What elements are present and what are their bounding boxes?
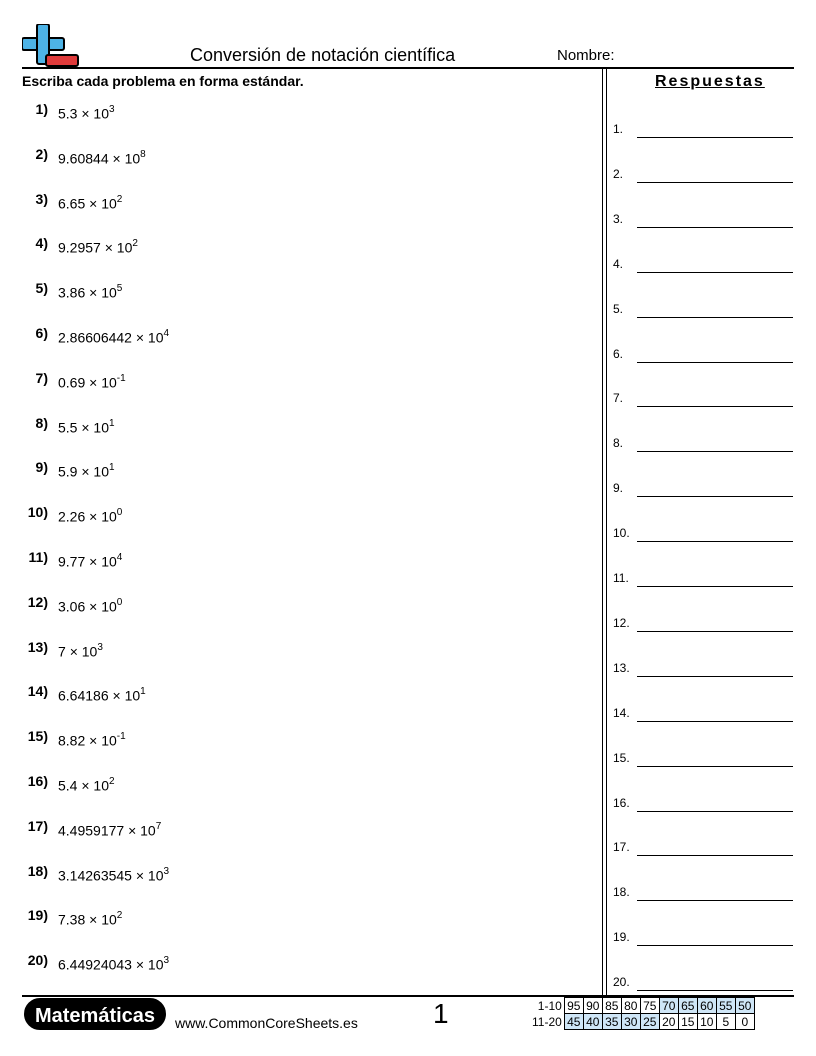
answer-item (613, 165, 793, 185)
coefficient: 3.06 (58, 598, 86, 615)
coefficient: 9.77 (58, 553, 86, 570)
exponent: 3 (97, 641, 103, 653)
answer-number: 2. (613, 166, 624, 181)
coefficient: 5.9 (58, 464, 78, 481)
coefficient: 3.86 (58, 284, 86, 301)
problem-number: 6) (35, 325, 48, 341)
coefficient: 5.3 (58, 105, 78, 122)
answer-blank[interactable] (637, 182, 793, 183)
exponent: -1 (116, 731, 126, 743)
times-ten: × 10 (128, 822, 156, 839)
exponent: 0 (116, 596, 123, 608)
answer-blank[interactable] (637, 496, 793, 497)
times-ten: × 10 (81, 464, 109, 481)
problem-number: 17) (27, 817, 48, 834)
answer-item (613, 614, 793, 634)
score-cell: 70 (659, 998, 678, 1014)
problem-expression (58, 150, 146, 167)
answer-number: 9. (613, 481, 624, 496)
score-cell: 90 (583, 998, 602, 1014)
times-ten: × 10 (135, 329, 164, 346)
problem-expression (58, 777, 115, 794)
score-cell: 60 (697, 998, 716, 1014)
score-row (530, 998, 754, 1014)
score-cell: 35 (602, 1014, 621, 1030)
times-ten: × 10 (135, 956, 164, 973)
score-cell: 5 (716, 1014, 735, 1030)
answer-number: 16. (613, 795, 630, 810)
times-ten: × 10 (89, 195, 117, 212)
answer-item (613, 120, 793, 140)
problem-number: 10) (27, 504, 48, 521)
problem-expression (58, 329, 169, 346)
score-cell: 30 (621, 1014, 640, 1030)
score-cell: 0 (735, 1014, 754, 1030)
coefficient: 6.44924043 (58, 956, 132, 973)
exponent: 3 (109, 104, 115, 115)
coefficient: 8.82 (58, 732, 86, 749)
times-ten: × 10 (89, 912, 117, 929)
exponent: 3 (163, 955, 170, 967)
problem-number: 7) (35, 369, 48, 386)
problem-expression (58, 105, 115, 122)
page-number: 1 (433, 998, 449, 1029)
worksheet-title: Conversión de notación científica (190, 45, 456, 65)
exponent: 2 (116, 910, 123, 922)
answer-blank[interactable] (637, 137, 793, 138)
problem-expression (58, 239, 138, 256)
answer-item (613, 434, 793, 454)
exponent: 7 (155, 820, 162, 832)
header-rule (22, 67, 794, 69)
problem-number: 16) (27, 773, 48, 789)
exponent: 1 (140, 686, 146, 698)
problem-number: 20) (27, 952, 48, 969)
site-url: www.CommonCoreSheets.es (175, 1015, 358, 1031)
problem-expression (58, 822, 161, 839)
score-cell: 50 (735, 998, 754, 1014)
score-cell: 15 (678, 1014, 697, 1030)
problem-expression (58, 463, 115, 480)
problem-expression (58, 867, 169, 884)
answer-item (613, 659, 793, 679)
answer-blank[interactable] (637, 631, 793, 632)
times-ten: × 10 (89, 598, 117, 615)
coefficient: 7.38 (58, 912, 86, 929)
exponent: 1 (109, 462, 115, 474)
coefficient: 4.4959177 (58, 822, 125, 839)
score-cell: 10 (697, 1014, 716, 1030)
problem-number: 9) (35, 459, 48, 476)
answer-number: 5. (613, 301, 624, 316)
answer-number: 1. (613, 122, 624, 136)
times-ten: × 10 (112, 688, 141, 705)
problem-number: 13) (27, 638, 48, 655)
exponent: 2 (116, 193, 123, 205)
score-row (530, 1014, 754, 1030)
score-cell: 95 (564, 998, 583, 1014)
exponent: 2 (109, 776, 115, 787)
answer-item (613, 704, 793, 724)
exponent: -1 (116, 372, 126, 384)
answer-item (613, 389, 793, 409)
answer-item (613, 749, 793, 769)
times-ten: × 10 (104, 240, 133, 257)
problem-number: 4) (35, 235, 48, 252)
answer-blank[interactable] (637, 721, 793, 722)
answer-item (613, 210, 793, 230)
problem-expression (58, 598, 122, 615)
times-ten: × 10 (69, 643, 98, 660)
coefficient: 2.26 (58, 508, 86, 525)
answer-item (613, 973, 793, 993)
answer-blank[interactable] (637, 272, 793, 273)
answer-blank[interactable] (637, 766, 793, 767)
exponent: 1 (109, 417, 115, 429)
problem-expression (58, 732, 126, 749)
answer-blank[interactable] (637, 541, 793, 542)
coefficient: 9.2957 (58, 240, 101, 257)
times-ten: × 10 (89, 553, 117, 570)
answer-number: 8. (613, 436, 624, 451)
answer-blank[interactable] (637, 317, 793, 318)
problem-expression (58, 956, 169, 973)
answer-item (613, 479, 793, 499)
answer-item (613, 300, 793, 320)
exponent: 4 (116, 552, 123, 563)
answer-blank[interactable] (637, 990, 793, 991)
coefficient: 2.86606442 (58, 329, 132, 346)
answer-number: 4. (613, 256, 624, 271)
exponent: 3 (163, 865, 170, 877)
score-cell: 25 (640, 1014, 659, 1030)
answer-number: 14. (613, 705, 630, 720)
times-ten: × 10 (89, 732, 117, 749)
column-divider (602, 69, 607, 995)
problem-number: 18) (27, 862, 48, 879)
times-ten: × 10 (112, 150, 141, 167)
answer-item (613, 524, 793, 544)
math-logo-icon (22, 24, 80, 68)
answer-blank[interactable] (637, 945, 793, 946)
score-cell: 40 (583, 1014, 602, 1030)
score-cell: 75 (640, 998, 659, 1014)
problem-expression (58, 419, 115, 436)
answer-item (613, 345, 793, 365)
problem-expression (58, 374, 126, 391)
times-ten: × 10 (81, 105, 109, 122)
answer-blank[interactable] (637, 900, 793, 901)
answer-number: 17. (613, 840, 630, 855)
problem-number: 11) (28, 549, 48, 565)
answer-blank[interactable] (637, 227, 793, 228)
score-range-label: 1-10 (537, 998, 562, 1013)
answer-item (613, 838, 793, 858)
answers-title: Respuestas (655, 73, 765, 90)
times-ten: × 10 (135, 867, 164, 884)
score-cell: 45 (564, 1014, 583, 1030)
times-ten: × 10 (89, 374, 117, 391)
problem-expression (58, 687, 146, 704)
answer-number: 12. (613, 615, 630, 630)
score-cell: 85 (602, 998, 621, 1014)
problem-expression (58, 643, 103, 660)
problem-number: 5) (35, 280, 48, 297)
answer-blank[interactable] (637, 855, 793, 856)
answer-item (613, 255, 793, 275)
answer-blank[interactable] (637, 586, 793, 587)
coefficient: 6.65 (58, 195, 86, 212)
times-ten: × 10 (81, 777, 109, 794)
answer-item (613, 883, 793, 903)
problem-number: 2) (35, 145, 48, 162)
answer-number: 11. (613, 571, 629, 585)
answer-blank[interactable] (637, 362, 793, 363)
problem-expression (58, 284, 122, 301)
problem-expression (58, 911, 122, 928)
coefficient: 9.60844 (58, 150, 109, 167)
exponent: 0 (116, 507, 123, 519)
problem-number: 19) (27, 907, 48, 924)
problem-expression (58, 508, 122, 525)
times-ten: × 10 (89, 508, 117, 525)
problem-number: 12) (27, 593, 48, 610)
name-label: Nombre: (557, 47, 615, 64)
answer-blank[interactable] (637, 676, 793, 677)
score-cell: 55 (716, 998, 735, 1014)
score-cell: 20 (659, 1014, 678, 1030)
exponent: 8 (140, 148, 146, 160)
answer-item (613, 569, 793, 589)
problem-number: 8) (35, 414, 48, 431)
problem-expression (58, 553, 122, 570)
exponent: 2 (132, 238, 138, 250)
times-ten: × 10 (81, 419, 109, 436)
answer-number: 6. (613, 346, 624, 361)
answer-blank[interactable] (637, 406, 793, 407)
answer-item (613, 928, 793, 948)
problem-number: 3) (35, 190, 48, 207)
coefficient: 0.69 (58, 374, 86, 391)
answer-number: 7. (613, 391, 624, 406)
score-table (530, 997, 755, 1030)
brand-badge: Matemáticas (24, 998, 166, 1030)
problem-number: 1) (35, 101, 48, 117)
score-cell: 80 (621, 998, 640, 1014)
times-ten: × 10 (89, 284, 117, 301)
answer-number: 20. (613, 975, 630, 990)
answer-number: 10. (613, 526, 630, 541)
coefficient: 3.14263545 (58, 867, 132, 884)
coefficient: 5.5 (58, 419, 78, 436)
problem-expression (58, 195, 122, 212)
score-range-label: 11-20 (532, 1014, 562, 1029)
answer-number: 15. (613, 750, 630, 765)
exponent: 4 (163, 328, 170, 339)
answer-number: 19. (613, 930, 630, 945)
answer-blank[interactable] (637, 451, 793, 452)
exponent: 5 (116, 283, 123, 295)
answer-blank[interactable] (637, 811, 793, 812)
coefficient: 6.64186 (58, 688, 109, 705)
answer-number: 13. (613, 660, 630, 675)
coefficient: 7 (58, 643, 66, 660)
score-cell: 65 (678, 998, 697, 1014)
answer-number: 18. (613, 885, 630, 900)
problem-number: 15) (27, 728, 48, 745)
answer-number: 3. (613, 211, 624, 226)
instructions: Escriba cada problema en forma estándar. (22, 73, 304, 89)
coefficient: 5.4 (58, 777, 78, 794)
answer-item (613, 794, 793, 814)
problem-number: 14) (27, 683, 48, 700)
